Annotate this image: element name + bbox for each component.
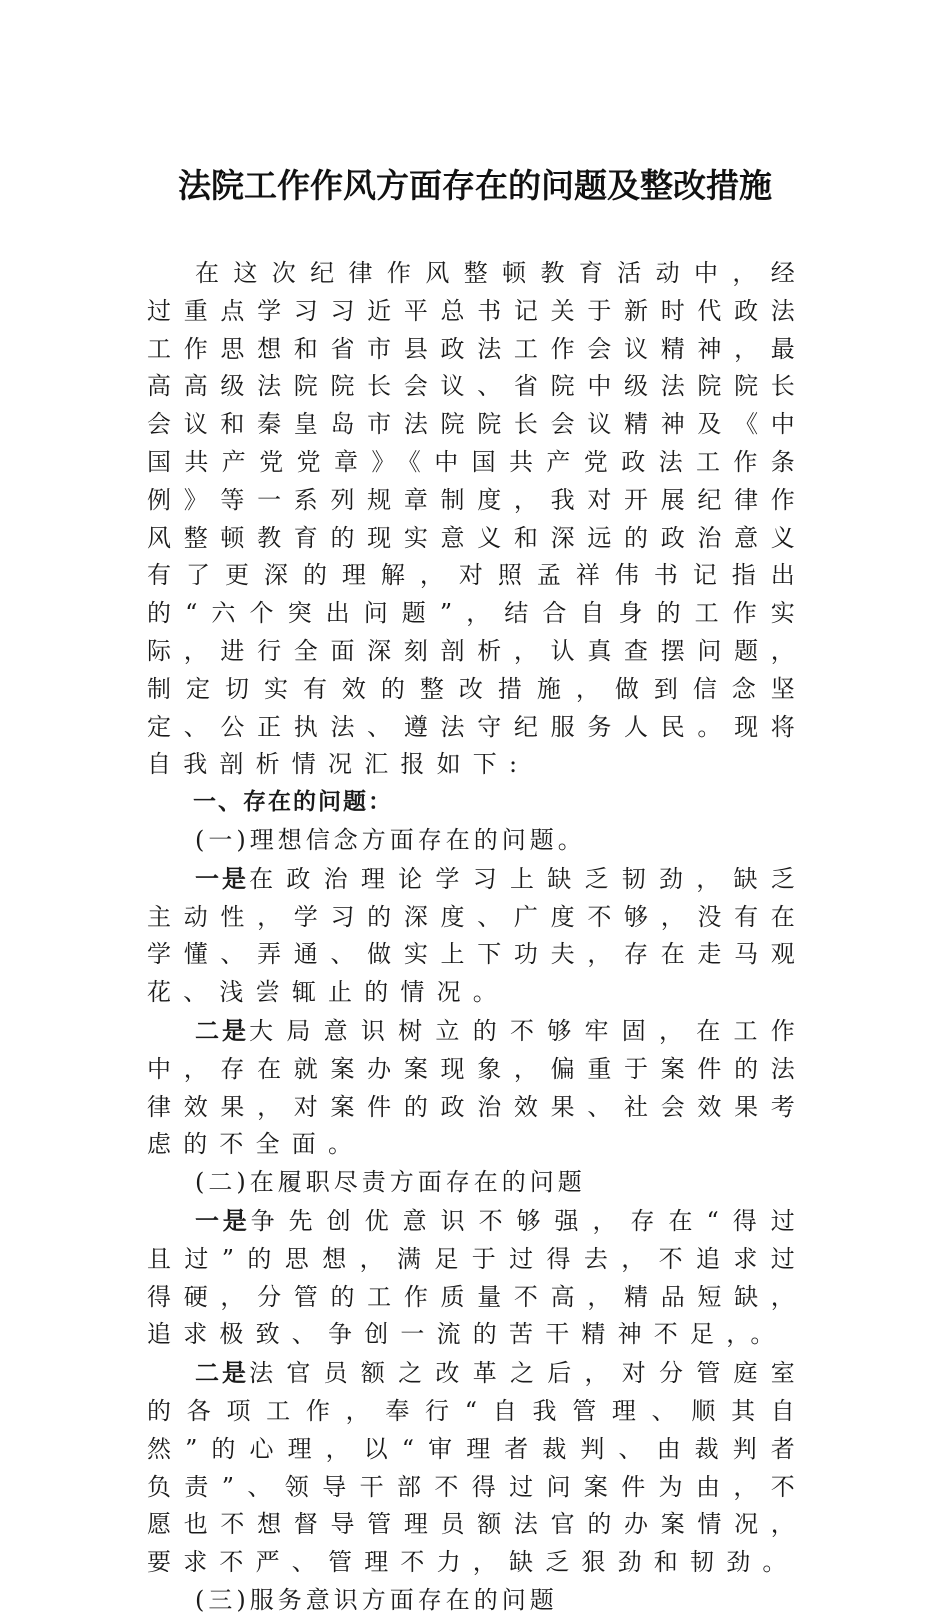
item-lead: 一是 <box>195 1205 251 1235</box>
subsection-heading-ideals: (一)理想信念方面存在的问题。 <box>195 825 586 854</box>
item-lead: 二是 <box>195 1358 250 1388</box>
list-item <box>147 1012 807 1164</box>
list-item <box>147 860 807 1012</box>
item-text: 争先创优意识不够强，存在“得过且过”的思想，满足于过得去，不追求过得硬，分管的工作质量不高，精品短缺，追求极致、争创一流的苦干精神不足，。 <box>147 1206 807 1349</box>
item-text: 法官员额之改革之后，对分管庭室的各项工作，奉行“自我管理、顺其自然”的心理，以“审理者裁判、由裁判者负责”、领导干部不得过问案件为由，不愿也不想督导管理员额法官的办案情况，要求不严、管理不力，缺乏狠劲和韧劲。 <box>147 1359 807 1577</box>
document-title: 法院工作作风方面存在的问题及整改措施 <box>178 166 772 205</box>
list-item <box>147 1354 807 1582</box>
section-heading-problems: 一、存在的问题： <box>193 789 393 816</box>
subsection-heading-service: (三)服务意识方面存在的问题 <box>195 1585 558 1614</box>
subsection-heading-duties: (二)在履职尽责方面存在的问题 <box>195 1168 586 1197</box>
item-text: 大局意识树立的不够牢固，在工作中，存在就案办案现象，偏重于案件的法律效果，对案件的政治效果、社会效果考虑的不全面。 <box>147 1016 807 1159</box>
item-text: 在政治理论学习上缺乏韧劲，缺乏主动性，学习的深度、广度不够，没有在学懂、弄通、做实上下功夫，存在走马观花、浅尝辄止的情况。 <box>147 864 807 1007</box>
document-body <box>147 255 807 1620</box>
item-lead: 一是 <box>195 863 250 893</box>
list-item <box>147 1202 807 1354</box>
item-lead: 二是 <box>195 1015 250 1045</box>
intro-paragraph: 在这次纪律作风整顿教育活动中，经过重点学习习近平总书记关于新时代政法工作思想和省市县政法工作会议精神，最高高级法院院长会议、省院中级法院院长会议和秦皇岛市法院院长会议精神及《中国共产党党章》《中国共产党政法工作条例》等一系列规章制度，我对开展纪律作风整顿教育的现实意义和深远的政治意义有了更深的理解，对照孟祥伟书记指出的“六个突出问题”，结合自身的工作实际，进行全面深刻剖析，认真查摆问题，制定切实有效的整改措施，做到信念坚定、公正执法、遵法守纪服务人民。现将自我剖析情况汇报如下: <box>147 259 807 779</box>
